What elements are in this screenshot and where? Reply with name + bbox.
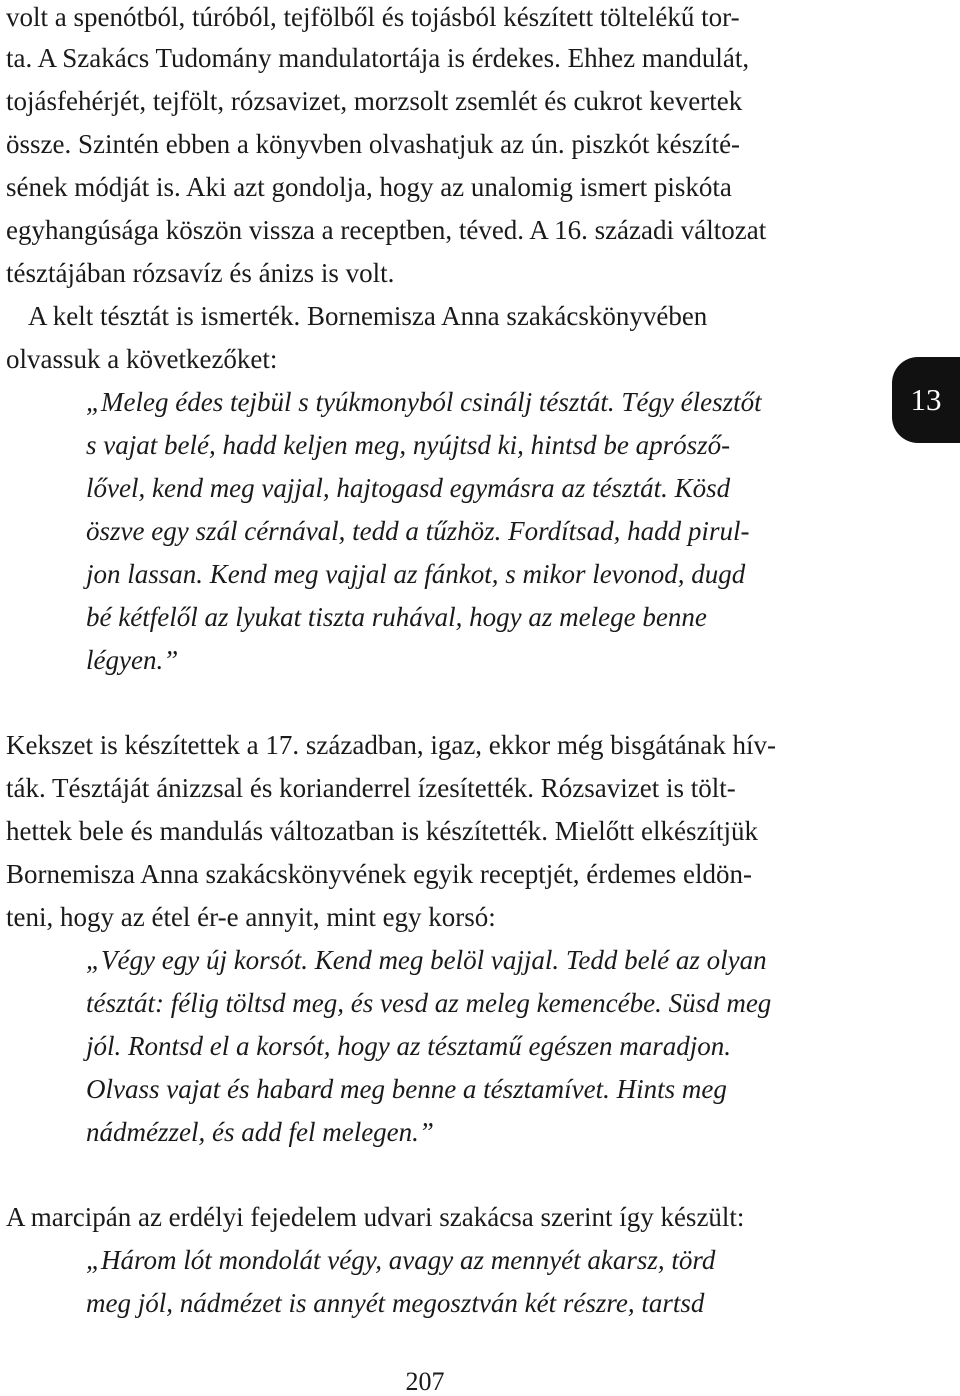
body-text-line: sének módját is. Aki azt gondolja, hogy az unalomig ismert piskóta <box>6 172 732 202</box>
body-text-line: A marcipán az erdélyi fejedelem udvari szakácsa szerint így készült: <box>6 1202 745 1232</box>
body-text-line: hettek bele és mandulás változatban is készítették. Mielőtt elkészítjük <box>6 816 759 846</box>
quote-line: meg jól, nádmézet is annyét megosztván két részre, tartsd <box>86 1288 705 1318</box>
quote-line: légyen.” <box>86 645 179 675</box>
body-text-line: Bornemisza Anna szakácskönyvének egyik receptjét, érdemes eldön- <box>6 859 752 889</box>
body-text-line: volt a spenótból, túróból, tejfölből és tojásból készített töltelékű tor- <box>6 2 740 32</box>
quote-line: jon lassan. Kend meg vajjal az fánkot, s mikor levonod, dugd <box>86 559 746 589</box>
quote-line: „Meleg édes tejbül s tyúkmonyból csinálj tésztát. Tégy élesztőt <box>86 387 762 417</box>
body-text-line: Kekszet is készítettek a 17. században, igaz, ekkor még bisgátának hív- <box>6 730 776 760</box>
body-text-line: egyhangúsága köszön vissza a receptben, téved. A 16. századi változat <box>6 215 767 245</box>
body-text-line: olvassuk a következőket: <box>6 344 278 374</box>
body-text-line: össze. Szintén ebben a könyvben olvashatjuk az ún. piszkót készíté- <box>6 129 741 159</box>
quote-line: „Három lót mondolát végy, avagy az mennyét akarsz, törd <box>86 1245 716 1275</box>
quote-line: s vajat belé, hadd keljen meg, nyújtsd ki, hintsd be aprósző- <box>86 430 731 460</box>
quote-line: nádmézzel, és add fel melegen.” <box>86 1117 434 1147</box>
body-text-line: tésztájában rózsavíz és ánizs is volt. <box>6 258 395 288</box>
quote-line: öszve egy szál cérnával, tedd a tűzhöz. Fordítsad, hadd pirul- <box>86 516 750 546</box>
chapter-number: 13 <box>910 382 942 417</box>
body-text-line: tojásfehérjét, tejfölt, rózsavizet, morzsolt zsemlét és cukrot kevertek <box>6 86 743 116</box>
page-number: 207 <box>405 1367 445 1396</box>
body-text-line: ta. A Szakács Tudomány mandulatortája is érdekes. Ehhez mandulát, <box>6 43 750 73</box>
quote-line: lővel, kend meg vajjal, hajtogasd egymásra az tésztát. Kösd <box>86 473 731 503</box>
body-text-line: teni, hogy az étel ér-e annyit, mint egy korsó: <box>6 902 496 932</box>
chapter-tab <box>892 357 960 443</box>
quote-line: jól. Rontsd el a korsót, hogy az tésztamű egészen maradjon. <box>86 1031 731 1061</box>
quote-line: „Végy egy új korsót. Kend meg belöl vajjal. Tedd belé az olyan <box>86 945 767 975</box>
body-text-line: ták. Tésztáját ánizzsal és korianderrel ízesítették. Rózsavizet is tölt- <box>6 773 736 803</box>
quote-line: bé kétfelől az lyukat tiszta ruhával, hogy az melege benne <box>86 602 707 632</box>
body-text-line: A kelt tésztát is ismerték. Bornemisza Anna szakácskönyvében <box>28 301 708 331</box>
quote-line: Olvass vajat és habard meg benne a tésztamívet. Hints meg <box>86 1074 727 1104</box>
quote-line: tésztát: félig töltsd meg, és vesd az meleg kemencébe. Süsd meg <box>86 988 772 1018</box>
